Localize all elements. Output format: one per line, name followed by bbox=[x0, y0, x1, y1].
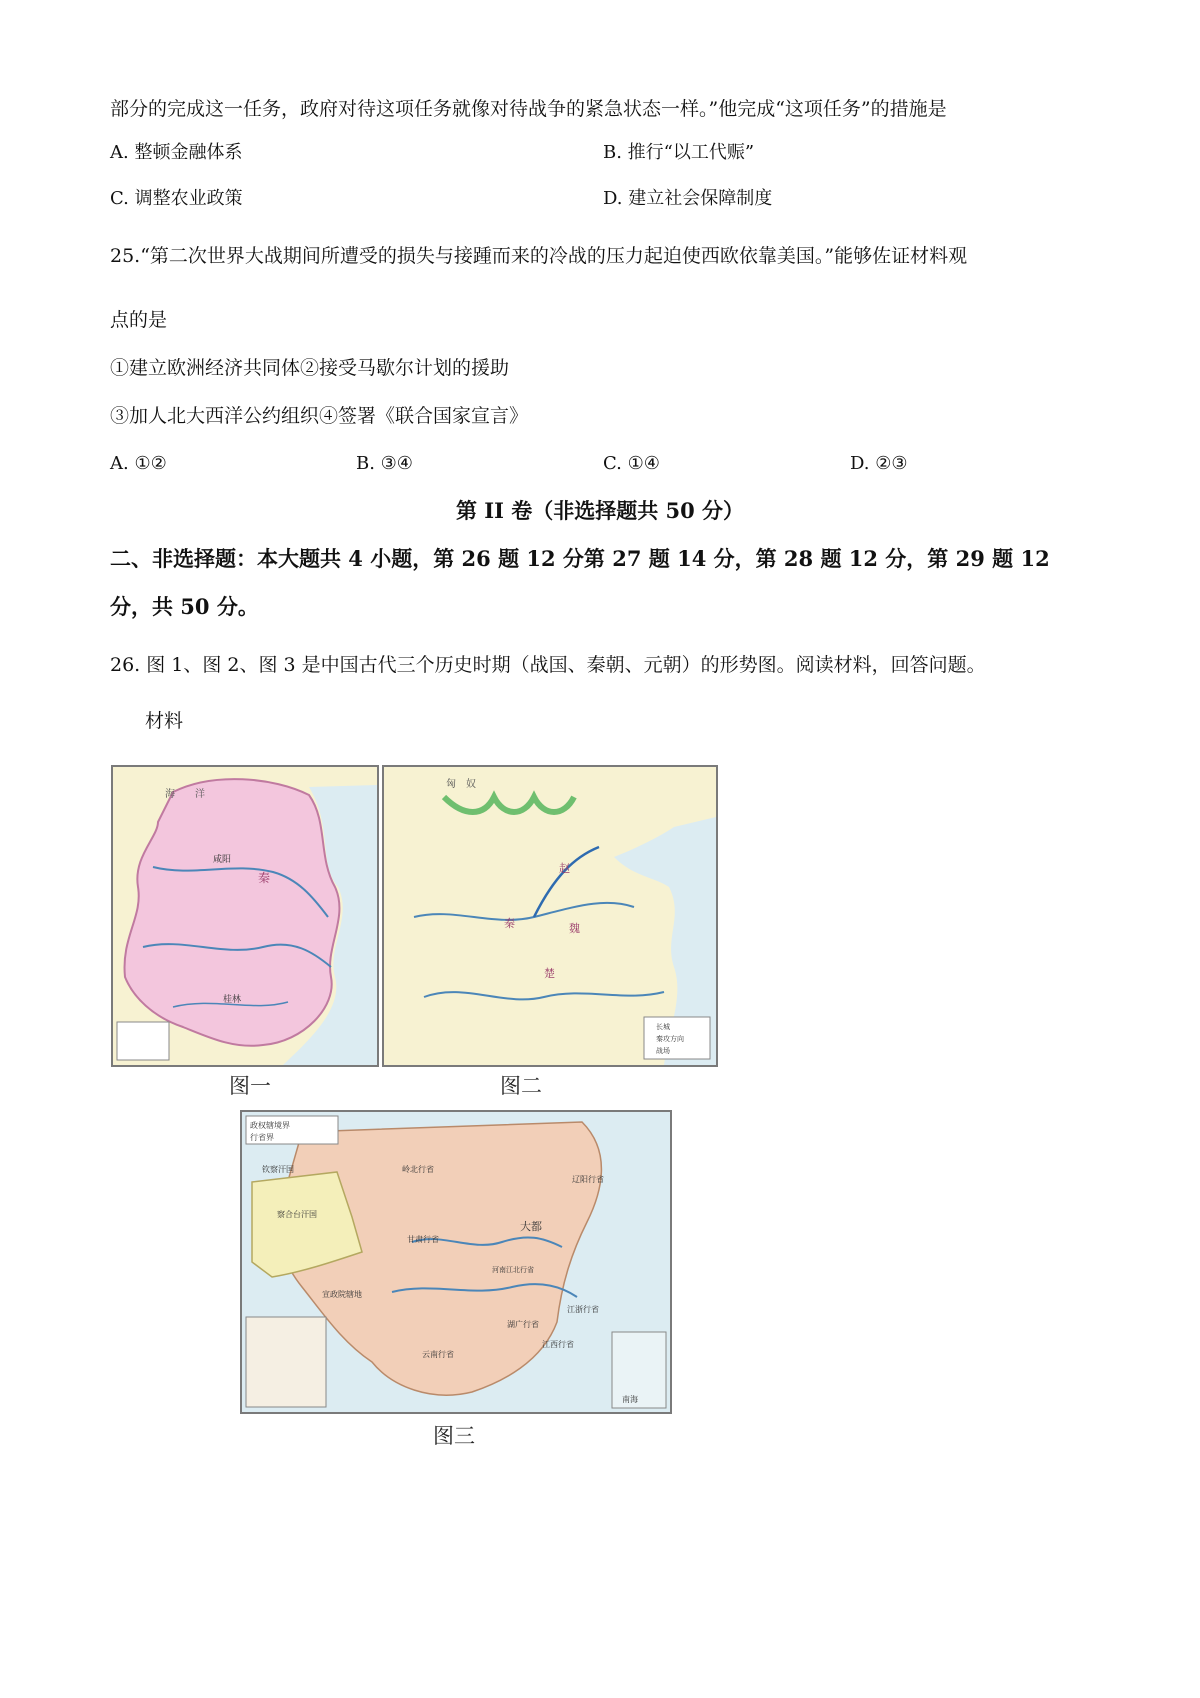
fig2-label-xiongnu: 匈 奴 bbox=[446, 779, 476, 790]
fig3-label-huguang: 湖广行省 bbox=[507, 1320, 539, 1329]
q25-option-c: C. ①④ bbox=[603, 453, 660, 474]
fig3-label-kipchak: 钦察汗国 bbox=[262, 1165, 294, 1174]
fig2-label-qin: 秦 bbox=[504, 917, 515, 930]
q24-option-a: A. 整顿金融体系 bbox=[110, 142, 243, 163]
q24-stem-tail: 部分的完成这一任务，政府对待这项任务就像对待战争的紧急状态一样。”他完成“这项任务”的措施是 bbox=[110, 98, 947, 120]
fig3-label-chagatai: 察合台汗国 bbox=[277, 1210, 317, 1219]
fig1-label-qin: 秦 bbox=[258, 871, 271, 885]
fig3-label-jiangxi: 江西行省 bbox=[542, 1340, 574, 1349]
q24-option-b: B. 推行“以工代赈” bbox=[603, 142, 755, 163]
fig3-label-lingbei: 岭北行省 bbox=[402, 1165, 434, 1174]
fig3-label-south-sea: 南海 bbox=[622, 1395, 638, 1404]
fig2-svg bbox=[384, 767, 716, 1065]
fig2-label-wei: 魏 bbox=[569, 922, 580, 935]
fig1-label-city1: 咸阳 bbox=[213, 855, 232, 865]
fig3-label-dadu: 大都 bbox=[520, 1220, 542, 1233]
fig3-label-yunnan: 云南行省 bbox=[422, 1350, 454, 1359]
fig1-map bbox=[111, 765, 379, 1067]
fig1-svg bbox=[113, 767, 377, 1065]
section2-title: 第 II 卷（非选择题共 50 分） bbox=[455, 498, 745, 523]
section2-heading-line2: 分，共 50 分。 bbox=[110, 594, 259, 619]
fig3-label-jiangzhe: 江浙行省 bbox=[567, 1305, 599, 1314]
q25-option-b: B. ③④ bbox=[356, 453, 413, 474]
q26-stem: 26. 图 1、图 2、图 3 是中国古代三个历史时期（战国、秦朝、元朝）的形势图。阅读材料，回答问题。 bbox=[110, 654, 986, 676]
fig1-caption: 图一 bbox=[229, 1074, 271, 1098]
q25-option-d: D. ②③ bbox=[850, 453, 908, 474]
fig2-legend-attack: 秦攻方向 bbox=[656, 1035, 684, 1043]
q24-option-d: D. 建立社会保障制度 bbox=[603, 188, 773, 209]
q25-stem-line2: 点的是 bbox=[110, 309, 168, 331]
fig3-svg bbox=[242, 1112, 670, 1412]
fig3-inset-northwest bbox=[246, 1317, 326, 1407]
fig2-caption: 图二 bbox=[500, 1074, 542, 1098]
fig2-label-chu: 楚 bbox=[544, 967, 555, 980]
fig1-label-city3: 桂林 bbox=[223, 995, 242, 1005]
fig3-inset-south-sea bbox=[612, 1332, 666, 1408]
fig3-label-xuanzheng: 宣政院辖地 bbox=[322, 1290, 362, 1299]
q24-option-c: C. 调整农业政策 bbox=[110, 188, 243, 209]
q26-material-label: 材料 bbox=[145, 710, 184, 732]
fig1-legend bbox=[117, 1022, 169, 1060]
q25-item-line1: ①建立欧洲经济共同体②接受马歇尔计划的援助 bbox=[110, 357, 510, 379]
q25-option-a: A. ①② bbox=[110, 453, 167, 474]
section2-heading-line1: 二、非选择题：本大题共 4 小题，第 26 题 12 分第 27 题 14 分，第 28 题 12 分，第 29 题 12 bbox=[110, 546, 1050, 571]
fig3-label-liaoyang: 辽阳行省 bbox=[572, 1175, 604, 1184]
fig1-label-sea: 海 洋 bbox=[165, 789, 205, 800]
fig2-legend-wall: 长城 bbox=[656, 1023, 670, 1031]
fig3-map bbox=[240, 1110, 672, 1414]
fig2-legend-battle: 战场 bbox=[656, 1047, 670, 1055]
fig3-label-gansu: 甘肃行省 bbox=[407, 1235, 439, 1244]
fig3-label-henan-jiangbei: 河南江北行省 bbox=[492, 1266, 534, 1274]
fig2-map bbox=[382, 765, 718, 1067]
fig3-legend-province: 行省界 bbox=[250, 1133, 274, 1142]
fig2-label-zhao: 赵 bbox=[559, 862, 570, 875]
fig3-caption: 图三 bbox=[433, 1424, 475, 1448]
q25-stem-line1: 25.“第二次世界大战期间所遭受的损失与接踵而来的冷战的压力起迫使西欧依靠美国。”能够佐证材料观 bbox=[110, 245, 968, 267]
fig3-legend-border: 政权辖境界 bbox=[250, 1121, 290, 1130]
q25-item-line2: ③加人北大西洋公约组织④签署《联合国家宣言》 bbox=[110, 405, 529, 427]
